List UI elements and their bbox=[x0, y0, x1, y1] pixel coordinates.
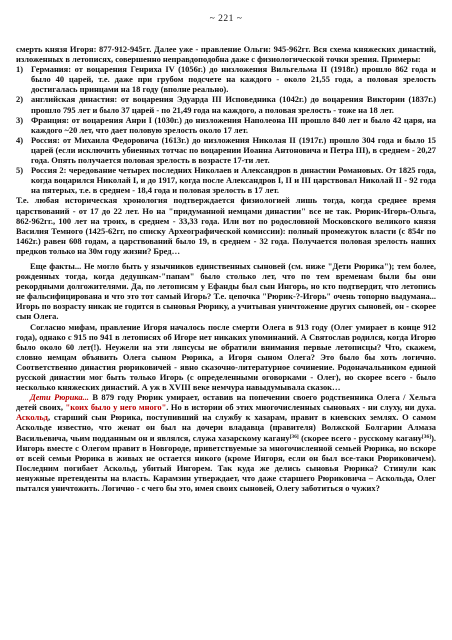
list-item bbox=[16, 64, 436, 94]
myths-paragraph: Согласно мифам, правление Игоря началось после смерти Олега в 913 году (Олег умирает в конце 912 года), однако с 915 по 941 в летописях об Игоре нет никаких упоминаний. А Святослав родился, когда Игорю было около 60 лет(!). Неужели на эти ляпсусы не обратили внимания первые летописцы? Что, скажем, словно немцам объявить Олега сыном Рюрика, а Игоря сыном Олега? Это было бы хоть логично. Соответственно династия рюриковичей - явно сказочно-литературное сочинение. Родоначальником единой русской династии мог быть только Игорь (с определенными оговорками - Олег), но скорее всего - было несколько княжеских династий. А уж в XVIII веке немчура навыдумывала сказок… bbox=[16, 321, 436, 393]
section-lead: Дети Рюрика... bbox=[30, 392, 89, 403]
footnote-ref[interactable]: [36] bbox=[421, 433, 432, 440]
text-run: В 879 году Рюрик умирает, оставив на попечении своего родственника Олега / Хельга детей своих, bbox=[16, 392, 437, 413]
list-number: 4) bbox=[16, 134, 24, 145]
list-item bbox=[16, 115, 436, 135]
list-text: английская династия: от воцарения Эдуарда III Исповедника (1042г.) до воцарения Виктории (1837г.) прошло 795 лет и было 37 царей - по 21,49 года на каждого, а половая зрелость - тоже на 18 лет. bbox=[31, 94, 436, 115]
footnote-ref[interactable]: [36] bbox=[289, 433, 299, 440]
list-number: 5) bbox=[16, 165, 24, 176]
list-text: Франция: от воцарения Анри I (1030г.) до низложения Наполеона III прошло 840 лет и было 42 царя, на каждого ~20 лет, что дает половую зрелость около 17 лет. bbox=[31, 114, 436, 135]
highlighted-name: Аскольд bbox=[16, 412, 48, 423]
rurik-children-paragraph bbox=[16, 392, 436, 493]
document-body bbox=[16, 44, 436, 493]
list-item bbox=[16, 165, 436, 195]
list-number: 2) bbox=[16, 94, 24, 105]
list-item bbox=[16, 94, 436, 114]
highlighted-quote: "коих было у него много" bbox=[65, 402, 167, 413]
intro-paragraph: смерть князя Игоря: 877-912-945гг. Далее уже - правление Ольги: 945-962гг. Вся схема княжеских династий, изложенных в летописях, совершенно неправдоподобна даже с физиологической точки зрения. Примеры: bbox=[16, 44, 436, 65]
page-number: ~ 221 ~ bbox=[209, 14, 243, 24]
list-text: Россия 2: чередование четырех последних Николаев и Александров в династии Романовых. От 1825 года, когда воцарился Николай I, и до 1917, когда после Александров I, II и III царствовал Николай II - 92 года на пятерых, т.е. в среднем - 18,4 года и половая зрелость в 17 лет. bbox=[31, 165, 436, 196]
text-run: ). Ингорь вместе с Олегом правит в Новгороде, приветствуемые за многочисленной семьей Рюрика, но вскоре от всей семьи Рюрика в живых не остается никого (кроме Ингоря, если он был все-таки Рюриковичем). Последним погибает Аскольд, убитый Ингорем. Так куда же делись сыновья Рюрика? Стинули как ненужные претенденты на власть. Карамзин утверждает, что даже старшего Рюриковича – Аскольда, Олег пытался уничтожить. Логично - с чего бы это, имея своих сыновей, Олегу заботиться о чужих? bbox=[16, 432, 436, 494]
text-run: (скорее всего - русскому кагану bbox=[298, 432, 422, 443]
text-run: . Но в истории об этих многочисленных сыновьях - ни слуху, ни духа. bbox=[166, 402, 436, 413]
list-number: 3) bbox=[16, 114, 24, 125]
text-run: , старший сын Рюрика, поступивший на службу к хазарам, правит в киевских землях. О самом Аскольде известно, что женат он был на дочери владавца (правителя) Волжской Болгарии Алмаза Васильевича, чьим подданным он и являлся, служа хазарскому кагану bbox=[16, 412, 436, 443]
chronology-paragraph: Т.е. любая историческая хронология подтверждается физиологией лишь тогда, когда среднее время царствований - от 17 до 22 лет. Но на "придуманной немцами династии" все не так. Рюрик-Игорь-Ольга, 862-962гг., 100 лет на троих, в среднем - 33,33 года. Или вот по родословной Московского великого князя Василия Темного (1425-62гг, по списку Археографической комиссии): полный промежуток власти (с 854г по 1462г.) равен 608 годам, а царствований было 19, в среднем - 32 года. Получается половая зрелость наших предков только на 30м году жизни? Бред… bbox=[16, 195, 436, 256]
list-item bbox=[16, 135, 436, 165]
list-number: 1) bbox=[16, 64, 24, 75]
facts-paragraph: Еще факты... Не могло быть у язычников единственных сыновей (см. ниже "Дети Рюрика"); тем более, рожденных тогда, когда дедушкам-"папам" было столько лет, что по тем временам были бы они рекордными долгожителями. Да, по летописям у Ефанды был сын Ингорь, но кто подтвердит, что летопись не фальсифицирована и что это тот самый Игорь? Т.е. цепочка "Рюрик-?-Игорь" очень топорно выдумана... Игорь по возрасту никак не годится в сыновья Рюрику, а учитывая уничтожение других сыновей, он - скорее сын Олега. bbox=[16, 260, 436, 322]
list-text: Германия: от воцарения Генриха IV (1056г.) до низложения Вильгельма II (1918г.) прошло 862 года и было 40 царей, т.е. даже при грубом подсчете на каждого - около 21,55 года, а половая зрелость достигалась принцами на 18 году (вполне реально). bbox=[31, 64, 436, 95]
list-text: Россия: от Михаила Федоровича (1613г.) до низложения Николая II (1917г.) прошло 304 года и было 15 царей (если исключить убиенных тотчас по воцарении Иоанна Антоновича и Петра III), в среднем - 20,27 года. Опять получается половая зрелость в возрасте 17-ти лет. bbox=[31, 134, 436, 166]
